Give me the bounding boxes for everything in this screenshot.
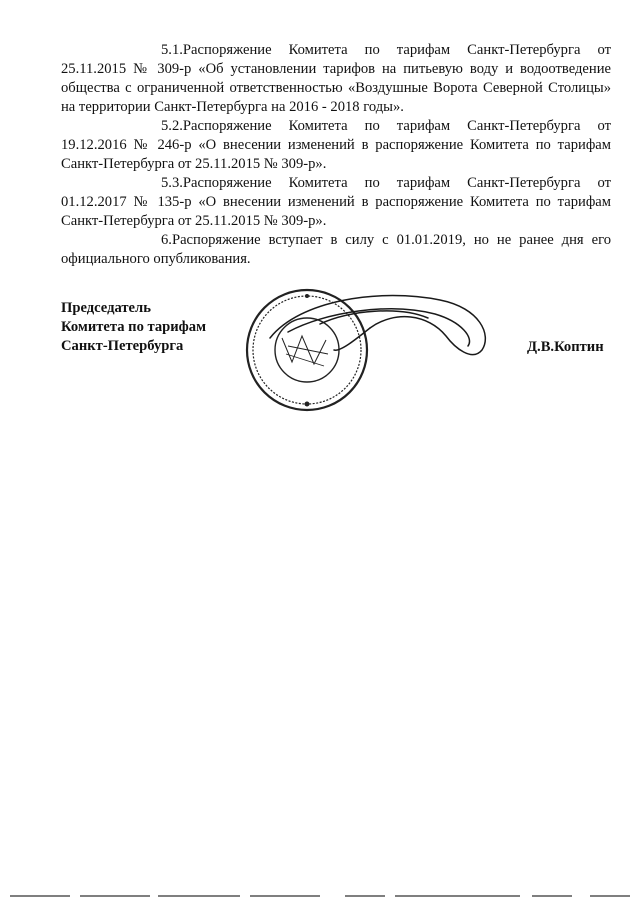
- signer-title-line: Санкт-Петербурга: [61, 338, 184, 354]
- item-text: Распоряжение Комитета по тарифам Санкт-Петербурга от 25.11.2015 № 309-р «Об установлении тарифов на питьевую воду и водоотведение общества с ограниченной ответственностью «Воздушные Ворота Северной Столицы» на территории Санкт-Петербурга на 2016 - 2018 годы».: [61, 42, 611, 115]
- signer-title-block: [61, 299, 206, 356]
- handwritten-signature: [270, 296, 485, 355]
- list-item: [61, 41, 611, 117]
- item-text: Распоряжение вступает в силу с 01.01.2019, но не ранее дня его официального опубликования.: [61, 232, 611, 267]
- list-item: [61, 117, 611, 174]
- document-body: [61, 41, 611, 269]
- signer-title-line: Комитета по тарифам: [61, 319, 207, 335]
- item-number: 5.1.: [161, 42, 183, 58]
- official-seal-and-signature: [230, 280, 500, 425]
- signer-title-line: Председатель: [61, 300, 151, 316]
- item-number: 5.3.: [161, 175, 183, 191]
- item-text: Распоряжение Комитета по тарифам Санкт-Петербурга от 01.12.2017 № 135-р «О внесении изменений в распоряжение Комитета по тарифам Санкт-Петербурга от 25.11.2015 № 309-р».: [61, 175, 611, 229]
- footer-divider: [0, 893, 640, 899]
- item-text: Распоряжение Комитета по тарифам Санкт-Петербурга от 19.12.2016 № 246-р «О внесении изменений в распоряжение Комитета по тарифам Санкт-Петербурга от 25.11.2015 № 309-р».: [61, 118, 611, 172]
- signer-name: Д.В.Коптин: [527, 339, 604, 355]
- list-item: [61, 231, 611, 269]
- item-number: 5.2.: [161, 118, 183, 134]
- item-number: 6.: [161, 232, 172, 248]
- list-item: [61, 174, 611, 231]
- seal-stamp: [247, 290, 367, 410]
